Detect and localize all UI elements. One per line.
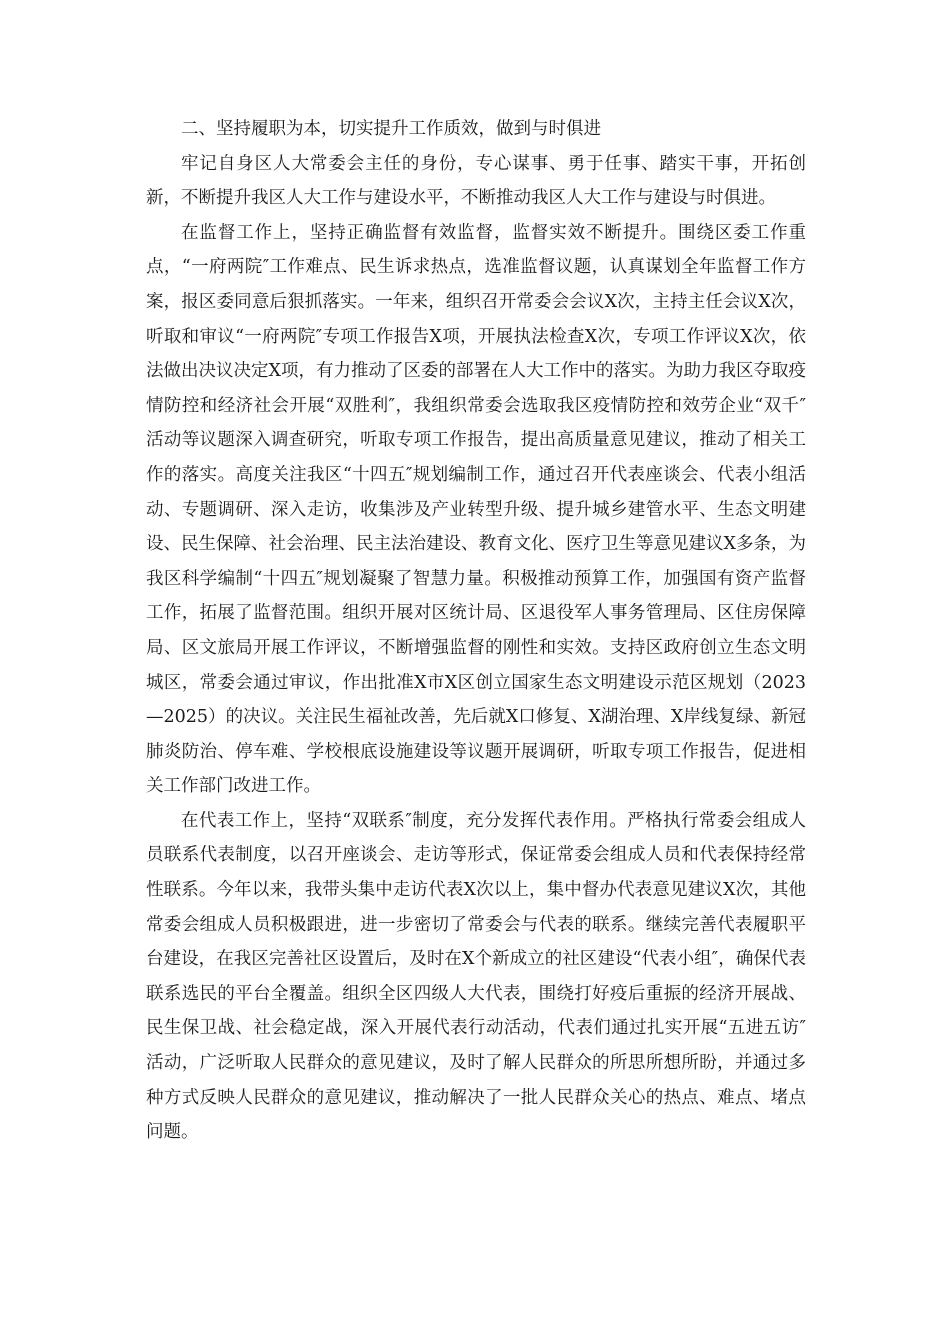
document-page xyxy=(146,112,806,1150)
paragraph-intro: 牢记自身区人大常委会主任的身份，专心谋事、勇于任事、踏实干事，开拓创新，不断提升我区人大工作与建设水平，不断推动我区人大工作与建设与时俱进。 xyxy=(146,153,806,209)
paragraph-deputies: 在代表工作上，坚持“双联系″制度，充分发挥代表作用。严格执行常委会组成人员联系代表制度，以召开座谈会、走访等形式，保证常委会组成人员和代表保持经常性联系。今年以来，我带头集中走访代表X次以上，集中督办代表意见建议X次，其他常委会组成人员积极跟进，进一步密切了常委会与代表的联系。继续完善代表履职平台建设，在我区完善社区设置后，及时在X个新成立的社区建设“代表小组″，确保代表联系选民的平台全覆盖。组织全区四级人大代表，围绕打好疫后重振的经济开展战、民生保卫战、社会稳定战，深入开展代表行动活动，代表们通过扎实开展“五进五访″活动，广泛听取人民群众的意见建议，及时了解人民群众的所思所想所盼，并通过多种方式反映人民群众的意见建议，推动解决了一批人民群众关心的热点、难点、堵点问题。 xyxy=(146,810,806,1143)
section-heading: 二、坚持履职为本，切实提升工作质效，做到与时俱进 xyxy=(181,119,601,139)
paragraph-supervision: 在监督工作上，坚持正确监督有效监督，监督实效不断提升。围绕区委工作重点，“一府两院″工作难点、民生诉求热点，选准监督议题，认真谋划全年监督工作方案，报区委同意后狠抓落实。一年来，组织召开常委会会议X次，主持主任会议X次，听取和审议“一府两院″专项工作报告X项，开展执法检查X次，专项工作评议X次，依法做出决议决定X项，有力推动了区委的部署在人大工作中的落实。为助力我区夺取疫情防控和经济社会开展“双胜利″，我组织常委会选取我区疫情防控和效劳企业“双千″活动等议题深入调查研究，听取专项工作报告，提出高质量意见建议，推动了相关工作的落实。高度关注我区“十四五″规划编制工作，通过召开代表座谈会、代表小组活动、专题调研、深入走访，收集涉及产业转型升级、提升城乡建管水平、生态文明建设、民生保障、社会治理、民主法治建设、教育文化、医疗卫生等意见建议X多条，为我区科学编制“十四五″规划凝聚了智慧力量。积极推动预算工作，加强国有资产监督工作，拓展了监督范围。组织开展对区统计局、区退役军人事务管理局、区住房保障局、区文旅局开展工作评议，不断增强监督的刚性和实效。支持区政府创立生态文明城区，常委会通过审议，作出批准X市X区创立国家生态文明建设示范区规划（2023—2025）的决议。关注民生福祉改善，先后就X口修复、X湖治理、X岸线复绿、新冠肺炎防治、停车难、学校根底设施建设等议题开展调研，听取专项工作报告，促进相关工作部门改进工作。 xyxy=(146,222,806,797)
